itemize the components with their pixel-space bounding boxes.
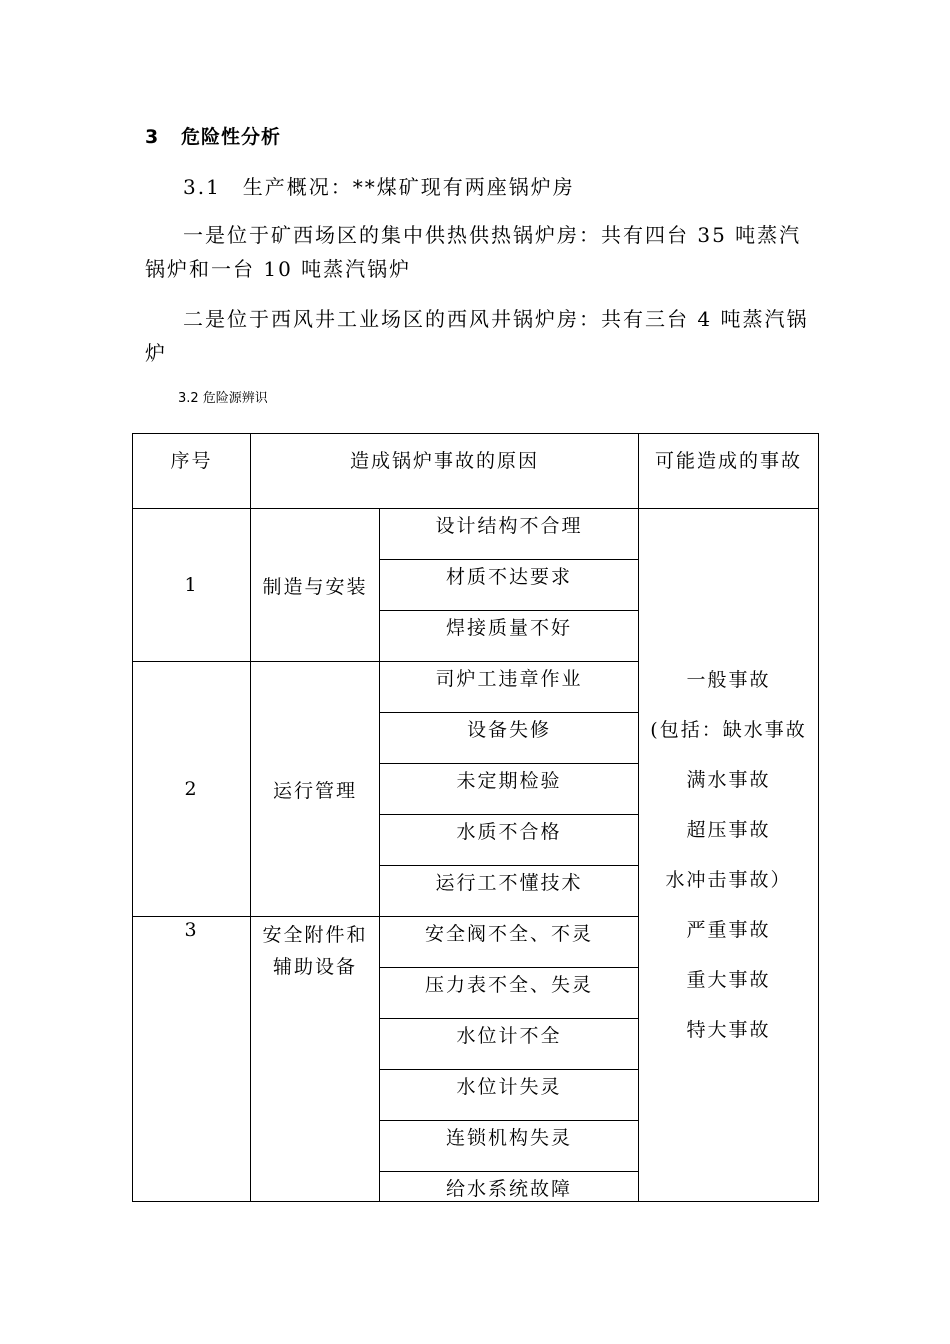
table-header-row [133, 434, 819, 509]
cause-cell: 设备失修 [380, 713, 639, 764]
group-name: 安全附件和辅助设备 [251, 917, 380, 1202]
cause-cell: 设计结构不合理 [380, 509, 639, 560]
cause-cell: 水质不合格 [380, 815, 639, 866]
paragraph-production-overview: 3.1 生产概况：**煤矿现有两座锅炉房 [183, 175, 575, 199]
subsection-title: 3.2 危险源辨识 [178, 391, 268, 406]
cause-cell: 运行工不懂技术 [380, 866, 639, 917]
accident-serious: 严重事故 [686, 919, 771, 941]
group-name: 运行管理 [251, 662, 380, 917]
section-heading [145, 122, 281, 149]
section-title: 危险性分析 [181, 126, 282, 148]
header-cause: 造成锅炉事故的原因 [251, 434, 639, 509]
cause-cell: 未定期检验 [380, 764, 639, 815]
cause-cell: 材质不达要求 [380, 560, 639, 611]
group-number: 3 [133, 917, 251, 1202]
accident-extra-major: 特大事故 [686, 1019, 771, 1041]
table-row [133, 509, 819, 560]
accident-full-water: 满水事故 [686, 769, 771, 791]
header-no: 序号 [133, 434, 251, 509]
cause-cell: 水位计不全 [380, 1019, 639, 1070]
cause-cell: 连锁机构失灵 [380, 1121, 639, 1172]
accident-general: 一般事故 [686, 669, 771, 691]
cause-cell: 压力表不全、失灵 [380, 968, 639, 1019]
group-name: 制造与安装 [251, 509, 380, 662]
paragraph-boiler-room-1: 一是位于矿西场区的集中供热供热锅炉房：共有四台 35 吨蒸汽锅炉和一台 10 吨蒸汽锅炉 [145, 223, 802, 281]
accident-major: 重大事故 [686, 969, 771, 991]
header-accident: 可能造成的事故 [639, 434, 819, 509]
group-number: 1 [133, 509, 251, 662]
cause-cell: 水位计失灵 [380, 1070, 639, 1121]
cause-cell: 给水系统故障 [380, 1172, 639, 1202]
cause-cell: 安全阀不全、不灵 [380, 917, 639, 968]
group-number: 2 [133, 662, 251, 917]
accident-cell [639, 509, 819, 1202]
hazard-table [132, 433, 819, 1202]
paragraph-boiler-room-2: 二是位于西风井工业场区的西风井锅炉房：共有三台 4 吨蒸汽锅炉 [145, 307, 809, 365]
cause-cell: 焊接质量不好 [380, 611, 639, 662]
accident-overpressure: 超压事故 [686, 819, 771, 841]
cause-cell: 司炉工违章作业 [380, 662, 639, 713]
accident-water-hammer: 水冲击事故） [665, 869, 792, 891]
accident-include: (包括：缺水事故 [650, 719, 807, 741]
section-number: 3 [145, 126, 160, 148]
